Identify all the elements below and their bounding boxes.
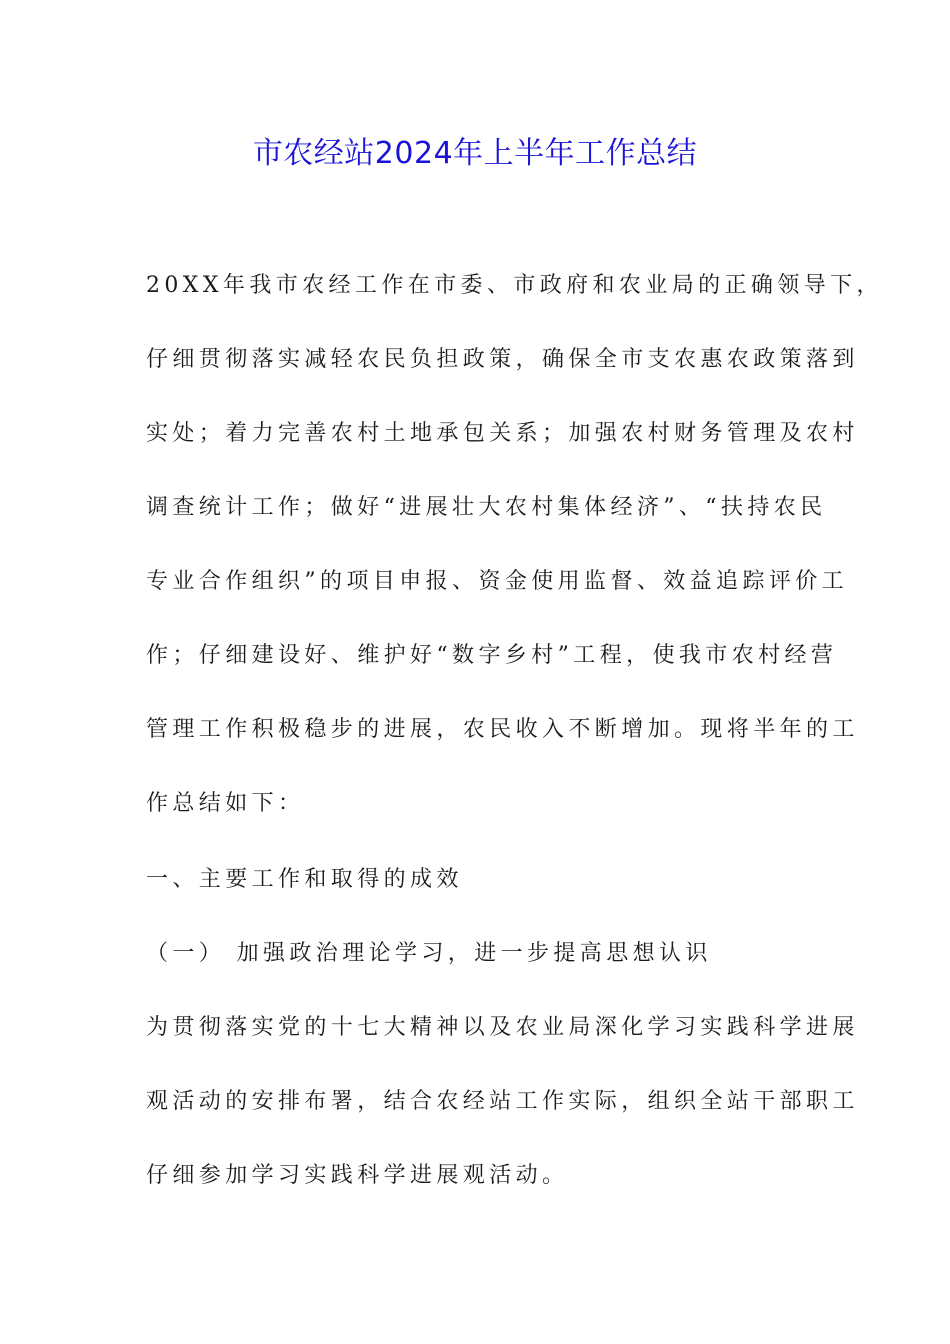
paragraph-line: 管理工作积极稳步的进展，农民收入不断增加。现将半年的工 [146, 717, 859, 742]
paragraph-line: 专业合作组织”的项目申报、资金使用监督、效益追踪评价工 [146, 569, 849, 594]
paragraph-line: 为贯彻落实党的十七大精神以及农业局深化学习实践科学进展 [146, 1015, 859, 1040]
paragraph-line: 作总结如下： [146, 791, 305, 816]
paragraph-line: 20XX年我市农经工作在市委、市政府和农业局的正确领导下， [146, 273, 883, 298]
paragraph-line: 仔细参加学习实践科学进展观活动。 [146, 1163, 569, 1188]
section-heading: 一、主要工作和取得的成效 [146, 867, 463, 892]
paragraph-line: 实处；着力完善农村土地承包关系；加强农村财务管理及农村 [146, 421, 859, 446]
paragraph-line: 观活动的安排布署，结合农经站工作实际，组织全站干部职工 [146, 1089, 859, 1114]
paragraph-line: 调查统计工作；做好“进展壮大农村集体经济”、“扶持农民 [146, 495, 827, 520]
paragraph-line: 仔细贯彻落实减轻农民负担政策，确保全市支农惠农政策落到 [146, 347, 859, 372]
paragraph-line: 作；仔细建设好、维护好“数字乡村”工程，使我市农村经营 [146, 643, 838, 668]
subsection-heading: （一） 加强政治理论学习，进一步提高思想认识 [146, 941, 712, 966]
document-title: 市农经站2024年上半年工作总结 [252, 136, 698, 171]
